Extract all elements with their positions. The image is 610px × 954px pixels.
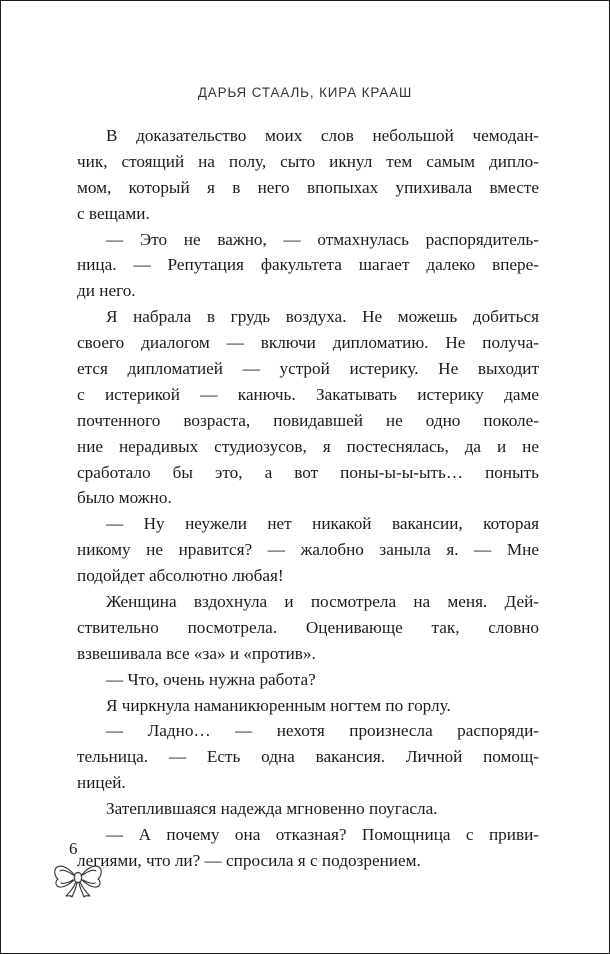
- page-number: 6: [69, 839, 78, 858]
- text-line: Затеплившаяся надежда мгновенно поугасла.: [106, 799, 438, 819]
- text-line: — Ну неужели нет никакой вакансии, которая: [106, 514, 539, 534]
- text-line: никому не нравится? — жалобно заныла я. — Мне: [77, 540, 539, 560]
- text-line: Женщина вздохнула и посмотрела на меня. Дей-: [106, 592, 539, 612]
- text-line: Я чиркнула наманикюренным ногтем по горлу.: [106, 695, 451, 715]
- text-line: — Ладно… — нехотя произнесла распоряди-: [106, 721, 539, 741]
- text-line: — Что, очень нужна работа?: [106, 669, 316, 689]
- text-line: ница. — Репутация факультета шагает далеко впере-: [77, 255, 539, 275]
- text-line: взвешивала все «за» и «против».: [77, 643, 316, 663]
- body-text: [77, 123, 539, 874]
- text-line: ницей.: [77, 773, 126, 793]
- text-line: легиями, что ли? — спросила я с подозрением.: [77, 850, 421, 870]
- bow-icon: [53, 861, 103, 899]
- text-line: ствительно посмотрела. Оценивающе так, словно: [77, 617, 539, 637]
- text-line: чик, стоящий на полу, сыто икнул тем самым дипло-: [77, 151, 539, 171]
- text-line: почтенного возраста, повидавшей не одно поколе-: [77, 410, 539, 430]
- text-line: подойдет абсолютно любая!: [77, 566, 284, 586]
- text-line: тельница. — Есть одна вакансия. Личной помощ-: [77, 747, 539, 767]
- text-line: мом, который я в него впопыхах упихивала вместе: [77, 177, 539, 197]
- text-line: сработало бы это, а вот поны-ы-ы-ыть… поныть: [77, 462, 539, 482]
- text-line: своего диалогом — включи дипломатию. Не получа-: [77, 333, 539, 353]
- text-line: Я набрала в грудь воздуха. Не можешь добиться: [106, 307, 539, 327]
- text-line: с истерикой — канючь. Закатывать истерику даме: [77, 384, 539, 404]
- text-line: — А почему она отказная? Помощница с приви-: [106, 825, 539, 845]
- text-line: — Это не важно, — отмахнулась распорядитель-: [106, 229, 539, 249]
- running-header: ДАРЬЯ СТААЛЬ, КИРА КРААШ: [197, 85, 413, 100]
- text-line: с вещами.: [77, 203, 150, 223]
- text-line: ние нерадивых студиозусов, я постеснялась, да и не: [77, 436, 539, 456]
- text-line: ди него.: [77, 281, 136, 301]
- text-line: ется дипломатией — устрой истерику. Не выходит: [77, 359, 539, 379]
- text-line: В доказательство моих слов небольшой чемодан-: [106, 126, 539, 145]
- text-line: было можно.: [77, 488, 172, 508]
